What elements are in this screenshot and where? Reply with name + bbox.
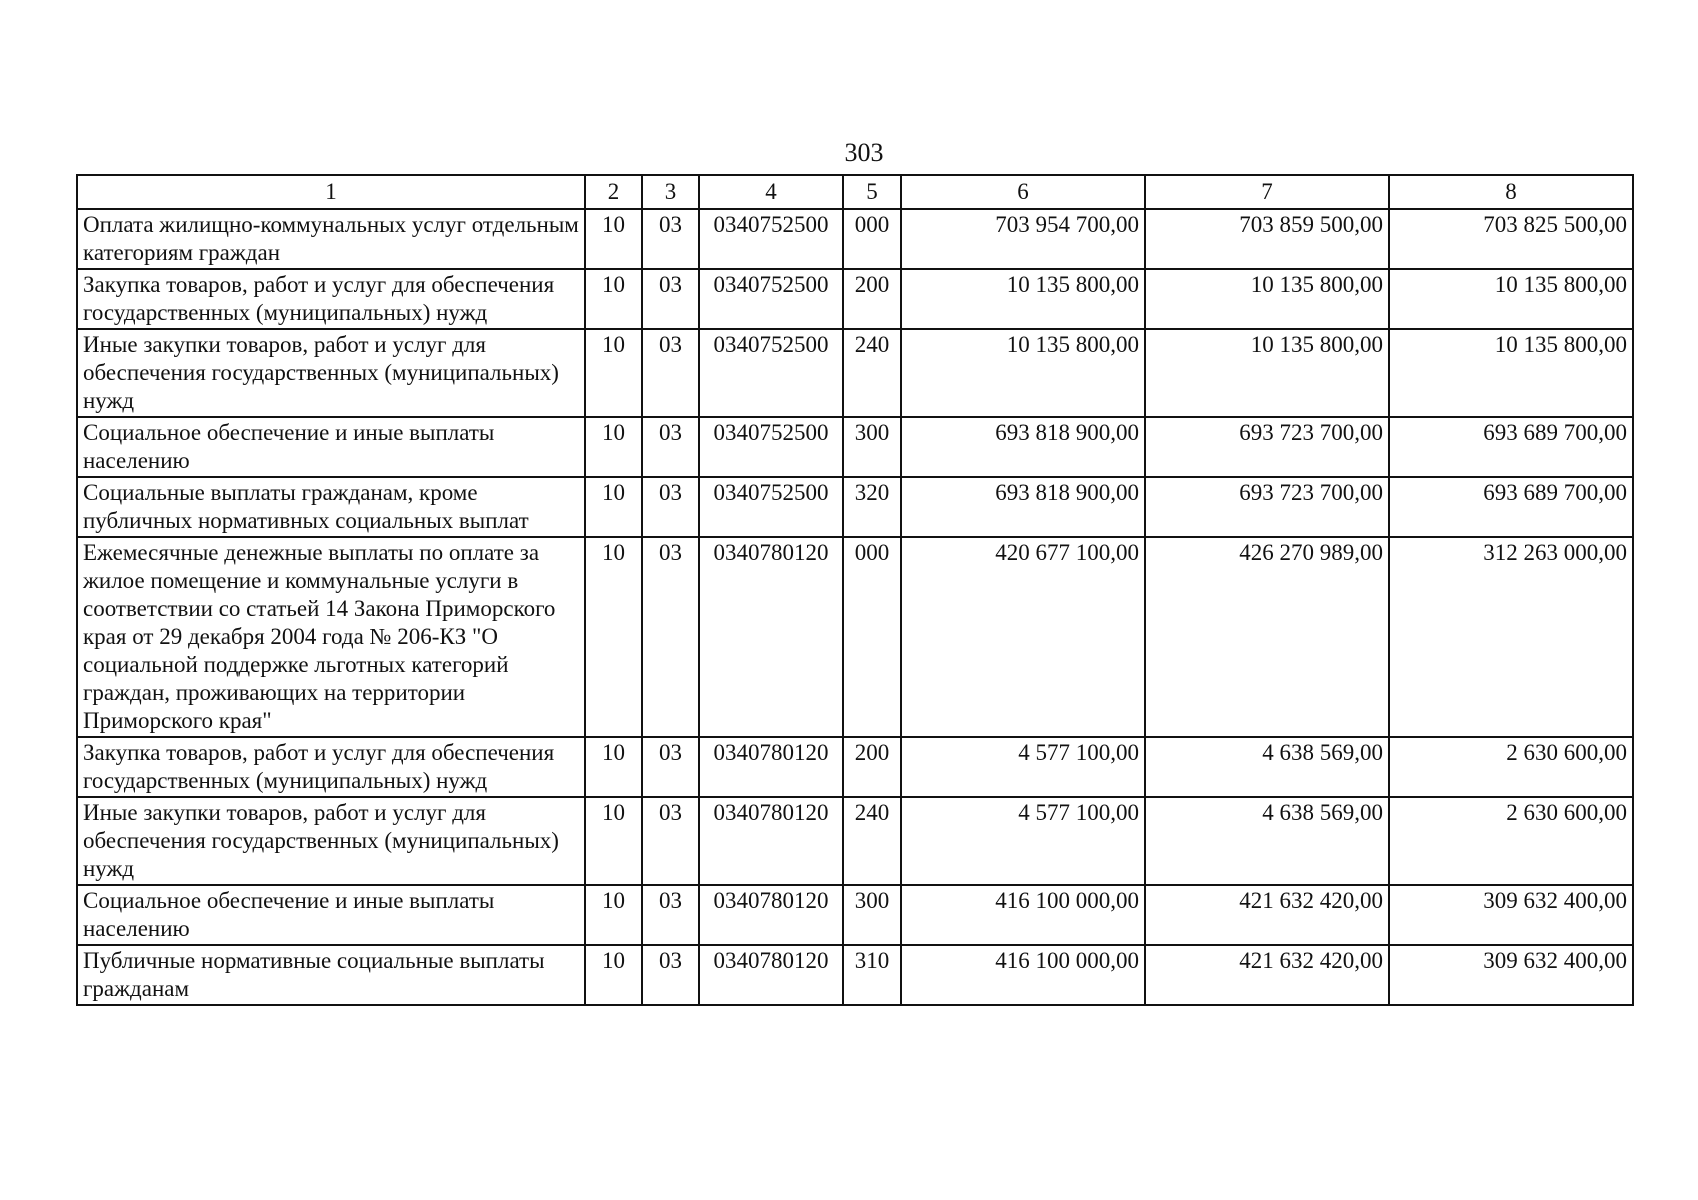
amount-col-7: 693 723 700,00	[1145, 417, 1389, 477]
column-header: 4	[699, 175, 843, 209]
amount-col-8: 693 689 700,00	[1389, 477, 1633, 537]
target-code: 0340780120	[699, 537, 843, 737]
amount-col-6: 703 954 700,00	[901, 209, 1145, 269]
subsection-code: 03	[642, 417, 699, 477]
section-code: 10	[585, 329, 642, 417]
section-code: 10	[585, 209, 642, 269]
expense-type-code: 300	[843, 417, 901, 477]
column-header: 8	[1389, 175, 1633, 209]
section-code: 10	[585, 797, 642, 885]
subsection-code: 03	[642, 885, 699, 945]
expense-type-code: 000	[843, 209, 901, 269]
column-header: 7	[1145, 175, 1389, 209]
table-row	[77, 417, 1633, 477]
section-code: 10	[585, 737, 642, 797]
target-code: 0340780120	[699, 945, 843, 1005]
subsection-code: 03	[642, 537, 699, 737]
item-name: Иные закупки товаров, работ и услуг для обеспечения государственных (муниципальных) нужд	[77, 329, 585, 417]
amount-col-8: 2 630 600,00	[1389, 737, 1633, 797]
amount-col-6: 420 677 100,00	[901, 537, 1145, 737]
amount-col-6: 4 577 100,00	[901, 797, 1145, 885]
table-row	[77, 329, 1633, 417]
target-code: 0340752500	[699, 477, 843, 537]
amount-col-8: 2 630 600,00	[1389, 797, 1633, 885]
target-code: 0340780120	[699, 797, 843, 885]
expense-type-code: 200	[843, 737, 901, 797]
item-name: Ежемесячные денежные выплаты по оплате за жилое помещение и коммунальные услуги в соответствии со статьей 14 Закона Приморского края от 29 декабря 2004 года № 206-КЗ "О социальной поддержке льготных категорий граждан, проживающих на территории Приморского края"	[77, 537, 585, 737]
expense-type-code: 200	[843, 269, 901, 329]
target-code: 0340752500	[699, 417, 843, 477]
amount-col-7: 4 638 569,00	[1145, 797, 1389, 885]
target-code: 0340752500	[699, 209, 843, 269]
amount-col-6: 693 818 900,00	[901, 477, 1145, 537]
table-row	[77, 209, 1633, 269]
item-name: Публичные нормативные социальные выплаты гражданам	[77, 945, 585, 1005]
subsection-code: 03	[642, 269, 699, 329]
item-name: Социальное обеспечение и иные выплаты населению	[77, 885, 585, 945]
amount-col-8: 309 632 400,00	[1389, 945, 1633, 1005]
page-number: 303	[844, 138, 884, 167]
subsection-code: 03	[642, 209, 699, 269]
amount-col-8: 312 263 000,00	[1389, 537, 1633, 737]
expense-type-code: 310	[843, 945, 901, 1005]
target-code: 0340780120	[699, 737, 843, 797]
column-header: 1	[77, 175, 585, 209]
amount-col-8: 693 689 700,00	[1389, 417, 1633, 477]
expense-type-code: 240	[843, 797, 901, 885]
subsection-code: 03	[642, 945, 699, 1005]
section-code: 10	[585, 269, 642, 329]
amount-col-6: 693 818 900,00	[901, 417, 1145, 477]
amount-col-6: 10 135 800,00	[901, 269, 1145, 329]
subsection-code: 03	[642, 329, 699, 417]
target-code: 0340780120	[699, 885, 843, 945]
subsection-code: 03	[642, 797, 699, 885]
expense-type-code: 000	[843, 537, 901, 737]
amount-col-7: 4 638 569,00	[1145, 737, 1389, 797]
column-header: 6	[901, 175, 1145, 209]
column-header: 2	[585, 175, 642, 209]
expense-type-code: 300	[843, 885, 901, 945]
item-name: Социальное обеспечение и иные выплаты населению	[77, 417, 585, 477]
table-row	[77, 269, 1633, 329]
table-row	[77, 537, 1633, 737]
column-header: 3	[642, 175, 699, 209]
amount-col-8: 309 632 400,00	[1389, 885, 1633, 945]
table-row	[77, 885, 1633, 945]
amount-col-7: 703 859 500,00	[1145, 209, 1389, 269]
amount-col-8: 10 135 800,00	[1389, 329, 1633, 417]
section-code: 10	[585, 417, 642, 477]
table-row	[77, 737, 1633, 797]
amount-col-6: 416 100 000,00	[901, 945, 1145, 1005]
section-code: 10	[585, 537, 642, 737]
column-number-row	[77, 175, 1633, 209]
amount-col-6: 4 577 100,00	[901, 737, 1145, 797]
expense-type-code: 240	[843, 329, 901, 417]
table-row	[77, 477, 1633, 537]
amount-col-7: 693 723 700,00	[1145, 477, 1389, 537]
budget-table	[76, 174, 1634, 1006]
amount-col-7: 421 632 420,00	[1145, 885, 1389, 945]
amount-col-6: 416 100 000,00	[901, 885, 1145, 945]
item-name: Закупка товаров, работ и услуг для обеспечения государственных (муниципальных) нужд	[77, 737, 585, 797]
amount-col-7: 10 135 800,00	[1145, 329, 1389, 417]
table-row	[77, 945, 1633, 1005]
item-name: Социальные выплаты гражданам, кроме публичных нормативных социальных выплат	[77, 477, 585, 537]
column-header: 5	[843, 175, 901, 209]
section-code: 10	[585, 885, 642, 945]
target-code: 0340752500	[699, 329, 843, 417]
item-name: Иные закупки товаров, работ и услуг для обеспечения государственных (муниципальных) нужд	[77, 797, 585, 885]
amount-col-6: 10 135 800,00	[901, 329, 1145, 417]
item-name: Оплата жилищно-коммунальных услуг отдельным категориям граждан	[77, 209, 585, 269]
amount-col-8: 703 825 500,00	[1389, 209, 1633, 269]
section-code: 10	[585, 945, 642, 1005]
subsection-code: 03	[642, 477, 699, 537]
amount-col-7: 426 270 989,00	[1145, 537, 1389, 737]
item-name: Закупка товаров, работ и услуг для обеспечения государственных (муниципальных) нужд	[77, 269, 585, 329]
table-row	[77, 797, 1633, 885]
amount-col-8: 10 135 800,00	[1389, 269, 1633, 329]
section-code: 10	[585, 477, 642, 537]
expense-type-code: 320	[843, 477, 901, 537]
amount-col-7: 421 632 420,00	[1145, 945, 1389, 1005]
subsection-code: 03	[642, 737, 699, 797]
target-code: 0340752500	[699, 269, 843, 329]
amount-col-7: 10 135 800,00	[1145, 269, 1389, 329]
